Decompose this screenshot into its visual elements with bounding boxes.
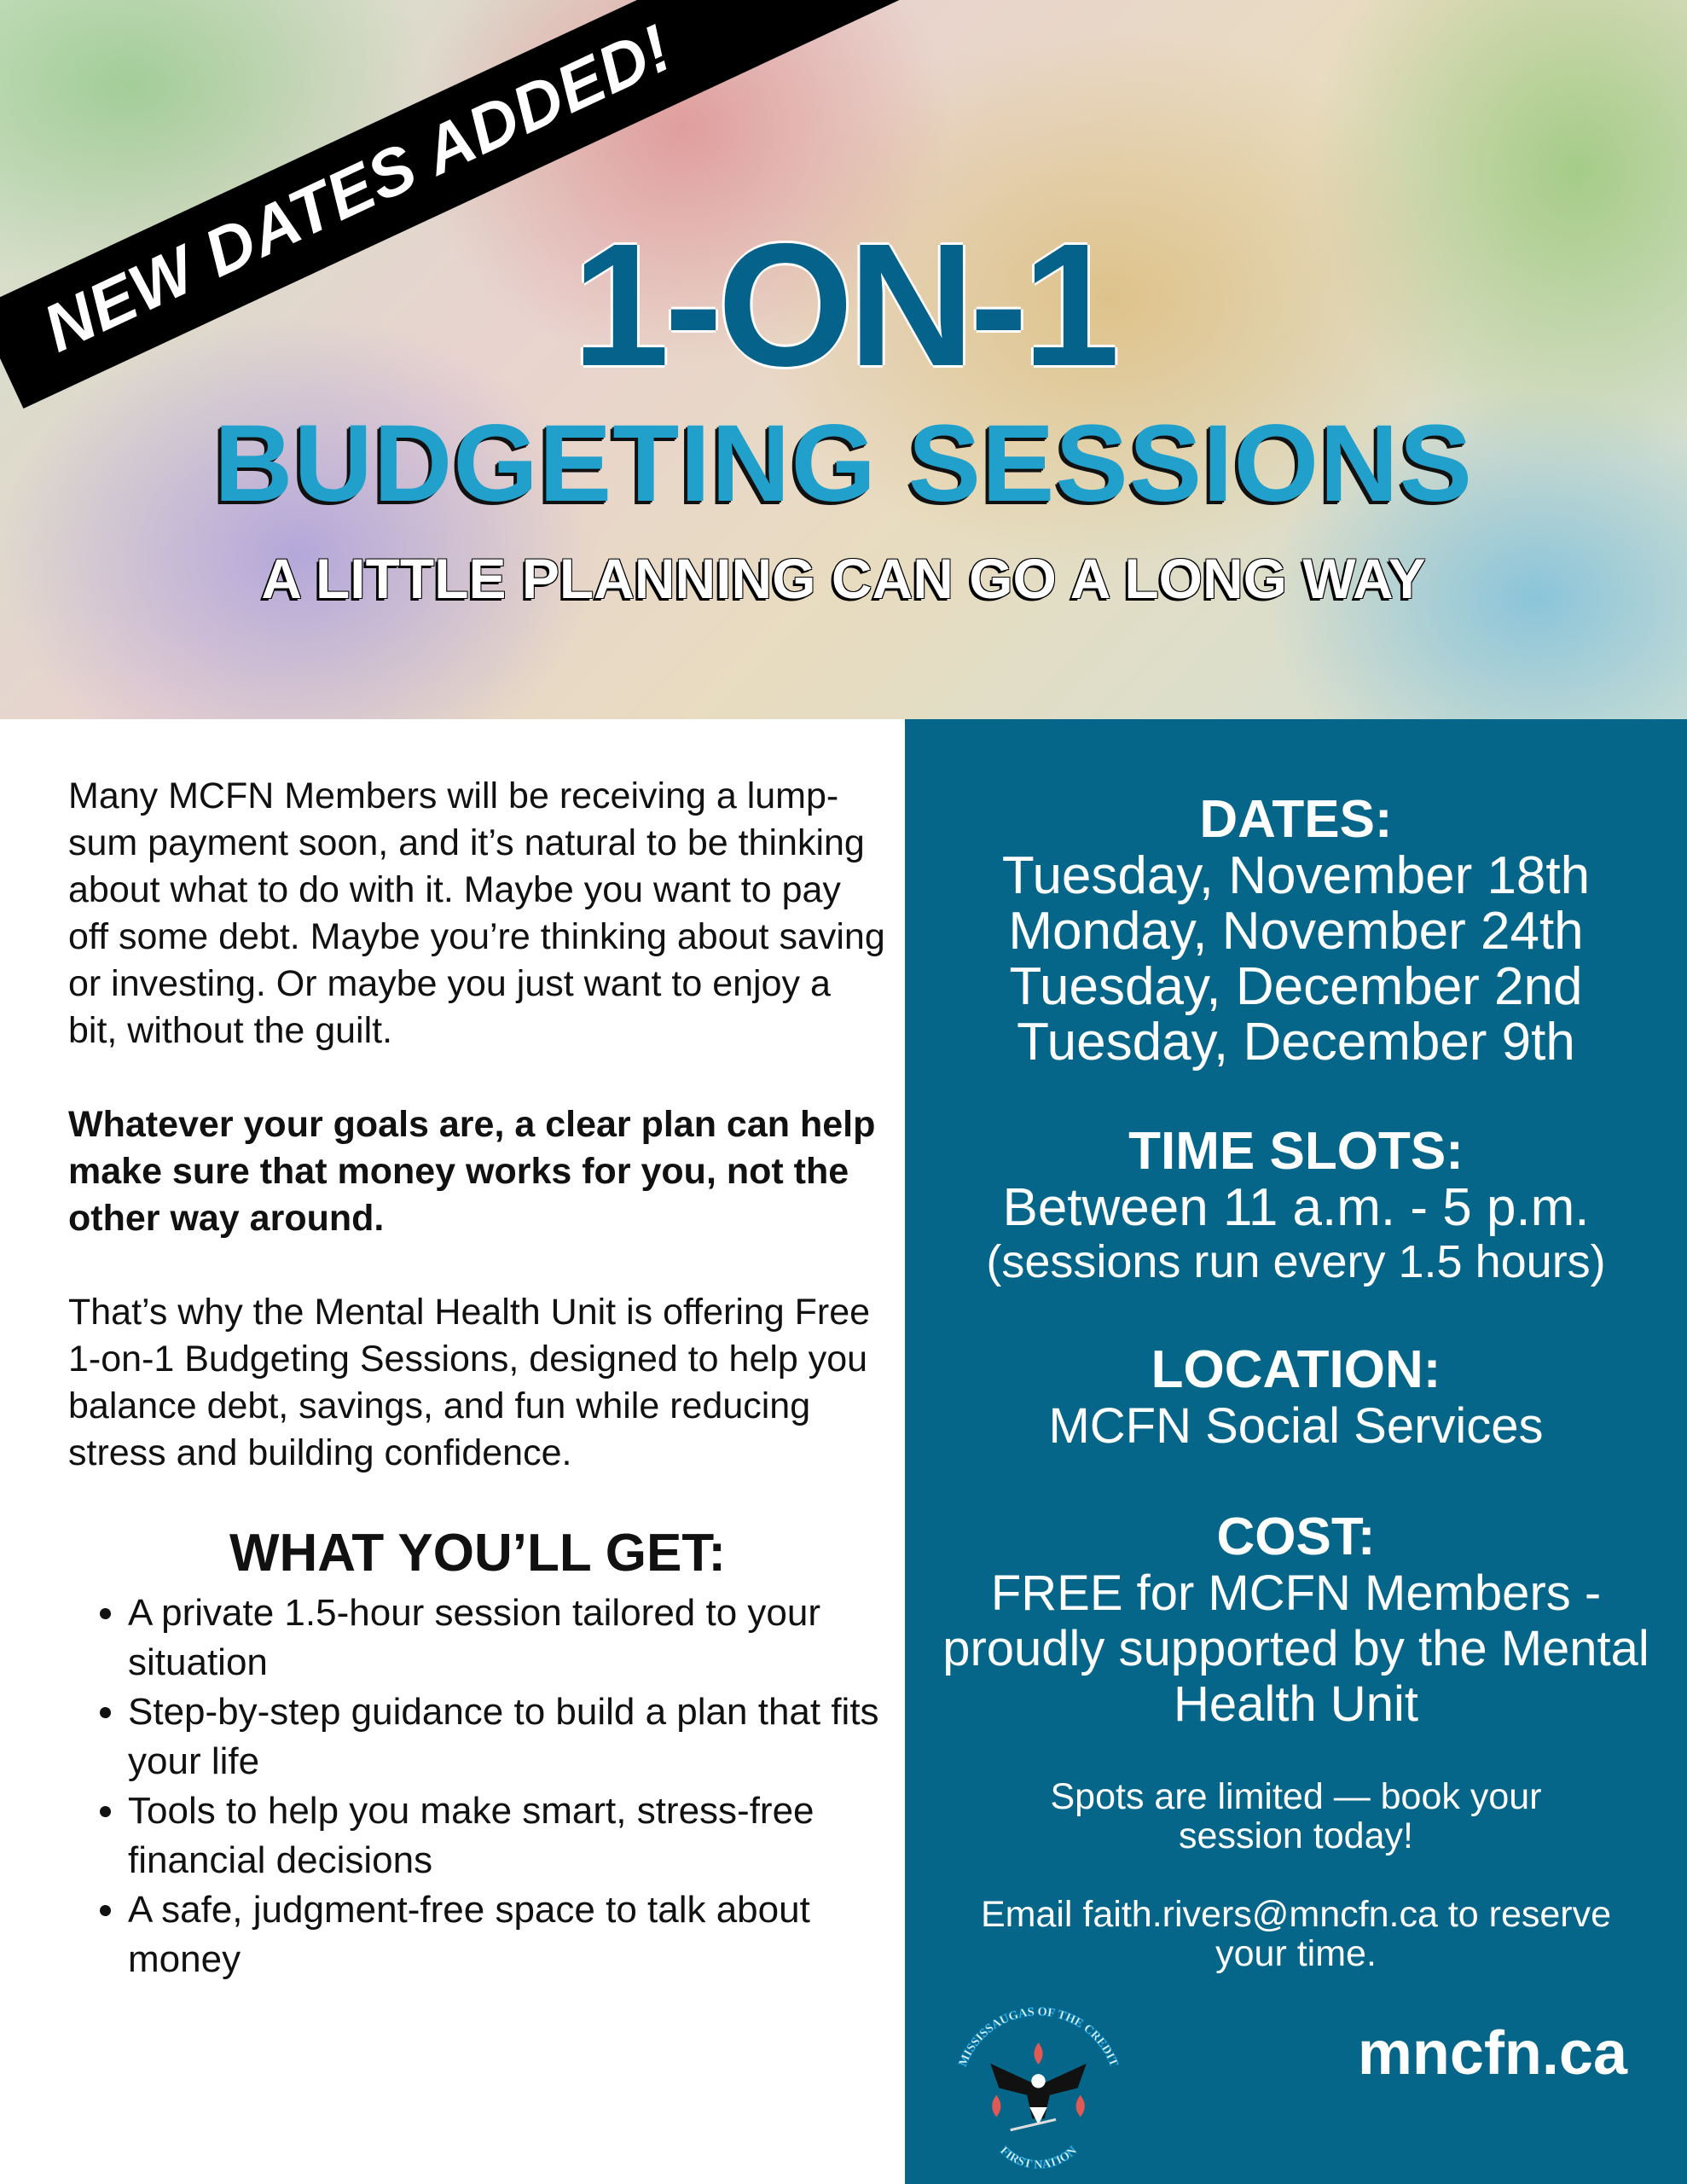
ribbon-text: NEW DATES ADDED! — [32, 9, 683, 367]
time-note: (sessions run every 1.5 hours) — [986, 1236, 1606, 1287]
time-section — [905, 1124, 1687, 1288]
benefit-item: • Tools to help you make smart, stress-free financial decisions — [128, 1786, 887, 1885]
logo-text-bottom: FIRST NATION — [997, 2143, 1080, 2172]
title-line-1: 1-ON-1 — [571, 207, 1116, 403]
website-link[interactable]: mncfn.ca — [1357, 2019, 1627, 2088]
benefits-list — [68, 1589, 887, 1984]
spots-note: Spots are limited — book your session today! — [1050, 1776, 1542, 1856]
svg-text:FIRST NATION — [997, 2143, 1080, 2171]
date-item: Tuesday, December 9th — [1017, 1013, 1575, 1072]
tagline: A LITTLE PLANNING CAN GO A LONG WAY — [261, 547, 1426, 610]
intro-paragraph-3: That’s why the Mental Health Unit is offering Free 1-on-1 Budgeting Sessions, designed to help you balance debt, savings, and fun while reducing stress and building confidence. — [68, 1292, 871, 1473]
date-item: Tuesday, November 18th — [1001, 846, 1591, 905]
benefit-item: • Step-by-step guidance to build a plan that fits your life — [128, 1687, 887, 1786]
dates-section — [905, 792, 1687, 1070]
intro-paragraph-2: Whatever your goals are, a clear plan can help make sure that money works for you, not the other way around. — [68, 1104, 876, 1239]
email-note[interactable]: Email faith.rivers@mncfn.ca to reserve your time. — [980, 1894, 1612, 1974]
time-value: Between 11 a.m. - 5 p.m. — [1002, 1178, 1590, 1237]
title-line-2: BUDGETING SESSIONS — [214, 403, 1473, 525]
cost-heading: COST: — [1216, 1507, 1376, 1566]
details-panel — [905, 719, 1687, 2184]
benefit-item: • A safe, judgment-free space to talk about money — [128, 1885, 887, 1984]
location-heading: LOCATION: — [1151, 1340, 1441, 1399]
intro-column — [68, 773, 887, 1984]
header-banner — [0, 0, 1687, 719]
logo-text-top: MISSISSAUGAS OF THE CREDIT — [955, 2005, 1121, 2069]
time-heading: TIME SLOTS: — [1128, 1122, 1464, 1181]
location-value: MCFN Social Services — [1048, 1398, 1544, 1454]
location-section — [905, 1342, 1687, 1454]
intro-paragraph-1: Many MCFN Members will be receiving a lump-sum payment soon, and it’s natural to be thinking about what to do with it. Maybe you want to pay off some debt. Maybe you’re thinking about saving or investing. Or maybe you just want to enjoy a bit, without the guilt. — [68, 775, 885, 1051]
cost-section — [905, 1509, 1687, 1732]
benefit-item: • A private 1.5-hour session tailored to your situation — [128, 1589, 887, 1687]
date-item: Monday, November 24th — [1008, 902, 1584, 961]
dates-heading: DATES: — [1199, 790, 1393, 849]
eagle-emblem — [990, 2042, 1087, 2130]
cost-value: FREE for MCFN Members - proudly supported by the Mental Health Unit — [942, 1565, 1649, 1732]
mcfn-logo — [951, 2001, 1126, 2175]
date-item: Tuesday, December 2nd — [1009, 957, 1583, 1016]
benefits-heading: WHAT YOU’LL GET: — [229, 1524, 727, 1583]
